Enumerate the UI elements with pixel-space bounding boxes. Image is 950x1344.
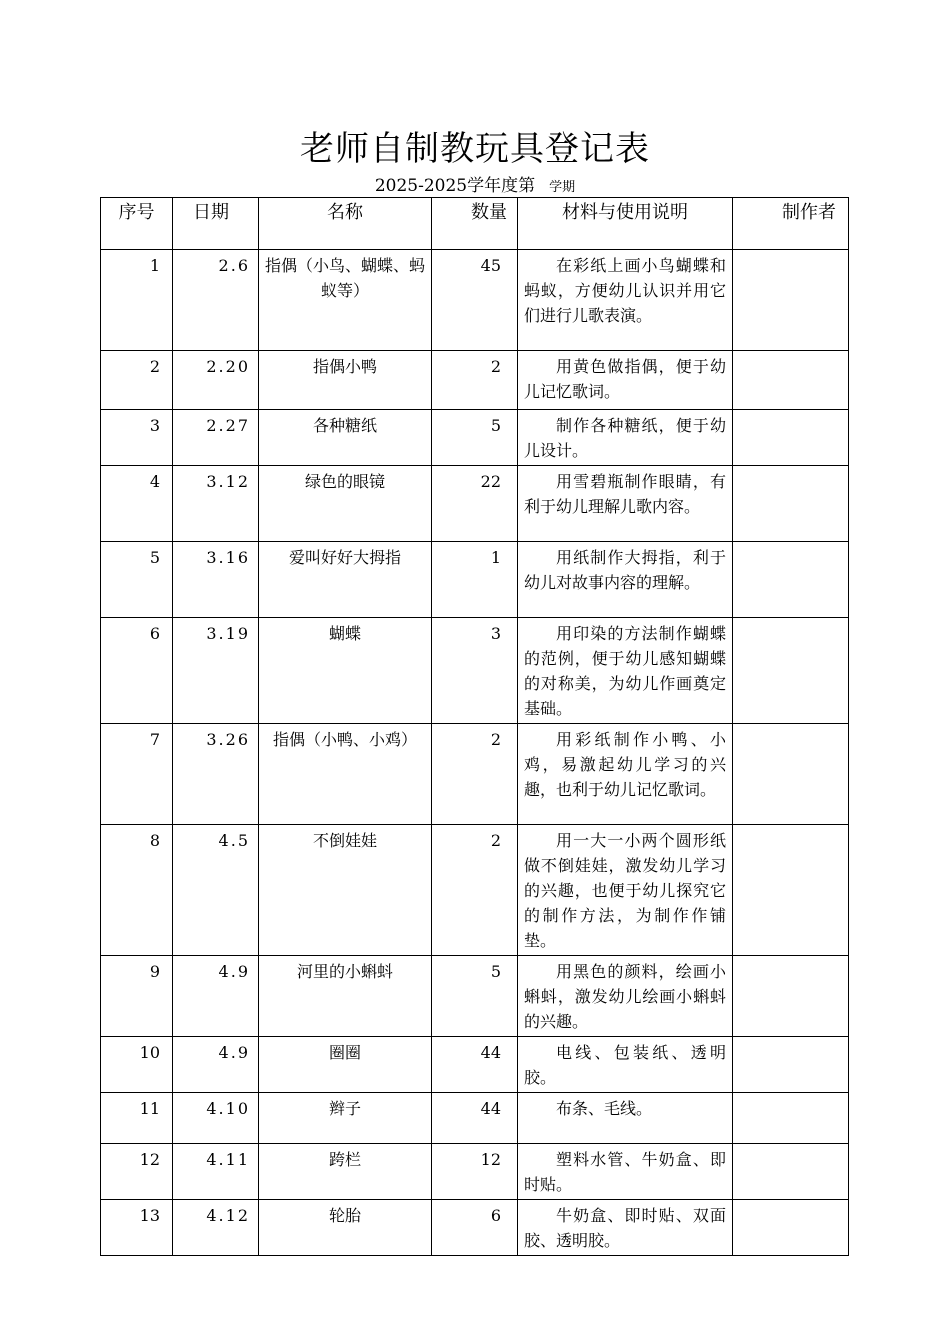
cell-date: 4.9: [173, 1037, 259, 1093]
cell-date: 3.12: [173, 466, 259, 542]
cell-quantity: 22: [432, 466, 518, 542]
page-title: 老师自制教玩具登记表: [300, 129, 650, 169]
cell-no: 8: [101, 825, 173, 956]
cell-date: 4.10: [173, 1093, 259, 1144]
cell-maker: [733, 1093, 849, 1144]
cell-quantity: 44: [432, 1037, 518, 1093]
header-quantity: 数量: [432, 198, 518, 250]
cell-name: 河里的小蝌蚪: [259, 956, 432, 1037]
table-header-row: [101, 198, 849, 250]
cell-quantity: 2: [432, 351, 518, 410]
cell-description: 牛奶盒、即时贴、双面胶、透明胶。: [518, 1200, 733, 1256]
cell-description: 用雪碧瓶制作眼睛，有利于幼儿理解儿歌内容。: [518, 466, 733, 542]
cell-date: 2.6: [173, 250, 259, 351]
cell-maker: [733, 1144, 849, 1200]
cell-description: 塑料水管、牛奶盒、即时贴。: [518, 1144, 733, 1200]
term-label: 学期: [549, 180, 576, 195]
cell-date: 4.11: [173, 1144, 259, 1200]
cell-date: 3.26: [173, 724, 259, 825]
cell-no: 6: [101, 618, 173, 724]
cell-date: 2.20: [173, 351, 259, 410]
cell-maker: [733, 1200, 849, 1256]
cell-name: 绿色的眼镜: [259, 466, 432, 542]
cell-quantity: 45: [432, 250, 518, 351]
cell-maker: [733, 956, 849, 1037]
cell-name: 不倒娃娃: [259, 825, 432, 956]
cell-date: 2.27: [173, 410, 259, 466]
table-row: [101, 1093, 849, 1144]
table-row: [101, 1037, 849, 1093]
cell-description: 用黄色做指偶，便于幼儿记忆歌词。: [518, 351, 733, 410]
cell-name: 轮胎: [259, 1200, 432, 1256]
cell-maker: [733, 825, 849, 956]
cell-no: 10: [101, 1037, 173, 1093]
cell-description: 用印染的方法制作蝴蝶的范例，便于幼儿感知蝴蝶的对称美，为幼儿作画奠定基础。: [518, 618, 733, 724]
table-row: [101, 410, 849, 466]
cell-no: 12: [101, 1144, 173, 1200]
cell-quantity: 44: [432, 1093, 518, 1144]
cell-no: 11: [101, 1093, 173, 1144]
table-row: [101, 825, 849, 956]
header-description: 材料与使用说明: [518, 198, 733, 250]
header-maker: 制作者: [733, 198, 849, 250]
cell-maker: [733, 410, 849, 466]
cell-name: 辫子: [259, 1093, 432, 1144]
school-year-line: [0, 175, 950, 199]
cell-description: 在彩纸上画小鸟蝴蝶和蚂蚁，方便幼儿认识并用它们进行儿歌表演。: [518, 250, 733, 351]
toy-register-table: [100, 197, 849, 1256]
cell-description: 制作各种糖纸，便于幼儿设计。: [518, 410, 733, 466]
cell-quantity: 2: [432, 724, 518, 825]
cell-quantity: 6: [432, 1200, 518, 1256]
cell-maker: [733, 250, 849, 351]
table-row: [101, 724, 849, 825]
cell-quantity: 5: [432, 410, 518, 466]
cell-maker: [733, 542, 849, 618]
cell-description: 用一大一小两个圆形纸做不倒娃娃，激发幼儿学习的兴趣，也便于幼儿探究它的制作方法，为制作作铺垫。: [518, 825, 733, 956]
cell-name: 蝴蝶: [259, 618, 432, 724]
header-name: 名称: [259, 198, 432, 250]
cell-description: 电线、包装纸、透明胶。: [518, 1037, 733, 1093]
cell-name: 指偶（小鸭、小鸡）: [259, 724, 432, 825]
cell-quantity: 3: [432, 618, 518, 724]
table-row: [101, 1144, 849, 1200]
cell-maker: [733, 724, 849, 825]
cell-no: 7: [101, 724, 173, 825]
cell-description: 用黑色的颜料，绘画小蝌蚪，激发幼儿绘画小蝌蚪的兴趣。: [518, 956, 733, 1037]
cell-no: 1: [101, 250, 173, 351]
cell-name: 圈圈: [259, 1037, 432, 1093]
cell-no: 5: [101, 542, 173, 618]
cell-description: 用纸制作大拇指，利于幼儿对故事内容的理解。: [518, 542, 733, 618]
cell-date: 3.16: [173, 542, 259, 618]
cell-maker: [733, 466, 849, 542]
cell-name: 指偶小鸭: [259, 351, 432, 410]
cell-no: 13: [101, 1200, 173, 1256]
cell-name: 指偶（小鸟、蝴蝶、蚂蚁等）: [259, 250, 432, 351]
cell-name: 跨栏: [259, 1144, 432, 1200]
school-year-text: 2025-2025学年度第: [374, 176, 536, 196]
header-date: 日期: [173, 198, 259, 250]
table-row: [101, 466, 849, 542]
table-row: [101, 250, 849, 351]
cell-maker: [733, 618, 849, 724]
cell-name: 各种糖纸: [259, 410, 432, 466]
table-row: [101, 956, 849, 1037]
cell-date: 4.9: [173, 956, 259, 1037]
cell-date: 4.12: [173, 1200, 259, 1256]
cell-no: 2: [101, 351, 173, 410]
cell-maker: [733, 1037, 849, 1093]
cell-quantity: 5: [432, 956, 518, 1037]
cell-maker: [733, 351, 849, 410]
table-row: [101, 1200, 849, 1256]
cell-description: 用彩纸制作小鸭、小鸡，易激起幼儿学习的兴趣，也利于幼儿记忆歌词。: [518, 724, 733, 825]
table-row: [101, 542, 849, 618]
table-row: [101, 618, 849, 724]
header-no: 序号: [101, 198, 173, 250]
cell-no: 3: [101, 410, 173, 466]
cell-name: 爱叫好好大拇指: [259, 542, 432, 618]
cell-no: 4: [101, 466, 173, 542]
cell-no: 9: [101, 956, 173, 1037]
table-row: [101, 351, 849, 410]
cell-description: 布条、毛线。: [518, 1093, 733, 1144]
cell-date: 4.5: [173, 825, 259, 956]
cell-quantity: 1: [432, 542, 518, 618]
cell-quantity: 12: [432, 1144, 518, 1200]
cell-quantity: 2: [432, 825, 518, 956]
cell-date: 3.19: [173, 618, 259, 724]
